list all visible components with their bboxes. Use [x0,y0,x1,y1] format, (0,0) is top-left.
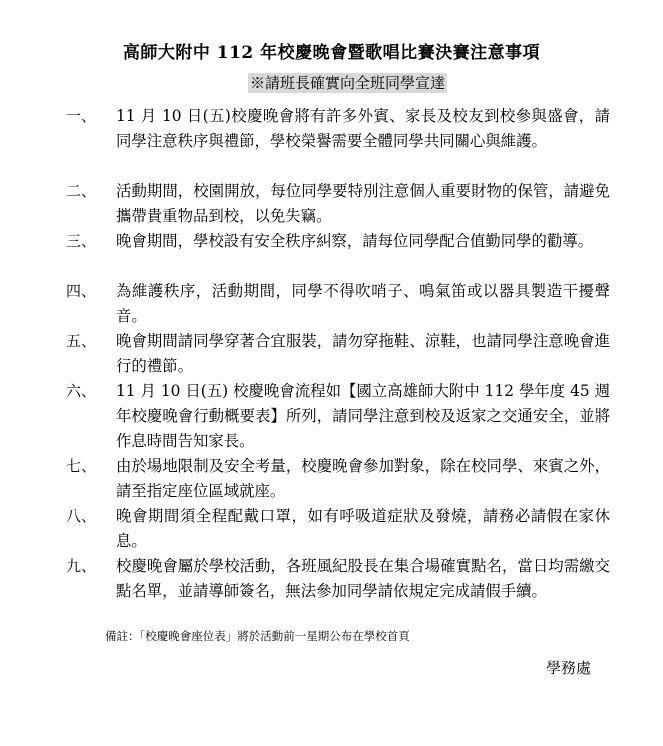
item-number: 六、 [66,382,97,400]
item-number: 一、 [66,107,97,125]
item-text: 為維護秩序，活動期間，同學不得吹哨子、鳴氣笛或以器具製造干擾聲音。 [116,282,610,325]
list-item [0,554,663,629]
item-text: 活動期間，校園開放，每位同學要特別注意個人重要財物的保管，請避免攜帶貴重物品到校，以免失竊。 [116,182,610,225]
item-number: 二、 [66,182,97,200]
list-item [0,104,663,179]
item-number: 四、 [66,282,97,300]
item-text: 晚會期間，學校設有安全秩序糾察，請每位同學配合值勤同學的勸導。 [116,232,594,250]
item-number: 七、 [66,457,97,475]
list-item [0,329,663,379]
list-item [0,454,663,504]
item-text: 晚會期間請同學穿著合宜服裝，請勿穿拖鞋、涼鞋，也請同學注意晚會進行的禮節。 [116,332,610,375]
item-number: 九、 [66,557,97,575]
footnote: 備註：「校慶晚會座位表」將於活動前一星期公布在學校首頁 [105,629,410,643]
item-number: 五、 [66,332,97,350]
item-number: 八、 [66,507,97,525]
item-list [0,104,663,629]
list-item [0,279,663,329]
item-text: 由於場地限制及安全考量，校慶晚會參加對象，除在校同學、來賓之外，請至指定座位區域就座。 [116,457,610,500]
item-text: 晚會期間須全程配戴口罩，如有呼吸道症狀及發燒，請務必請假在家休息。 [116,507,610,550]
item-number: 三、 [66,232,97,250]
list-item [0,379,663,454]
list-item [0,504,663,554]
list-item [0,229,663,279]
signature: 學務處 [546,659,592,677]
item-text: 校慶晚會屬於學校活動，各班風紀股長在集合場確實點名，當日均需繳交點名單，並請導師簽名，無法參加同學請依規定完成請假手續。 [116,557,610,600]
highlighted-notice: ※請班長確實向全班同學宣達 [250,74,446,92]
item-text: 11 月 10 日(五) 校慶晚會流程如【國立高雄師大附中 112 學年度 45 週年校慶晚會行動概要表】所列，請同學注意到校及返家之交通安全，並將作息時間告知家長。 [116,382,610,450]
document-title: 高師大附中 112 年校慶晚會暨歌唱比賽決賽注意事項 [122,43,541,63]
item-text: 11 月 10 日(五)校慶晚會將有許多外賓、家長及校友到校參與盛會，請同學注意秩序與禮節，學校榮譽需要全體同學共同關心與維護。 [116,107,610,150]
list-item [0,179,663,229]
